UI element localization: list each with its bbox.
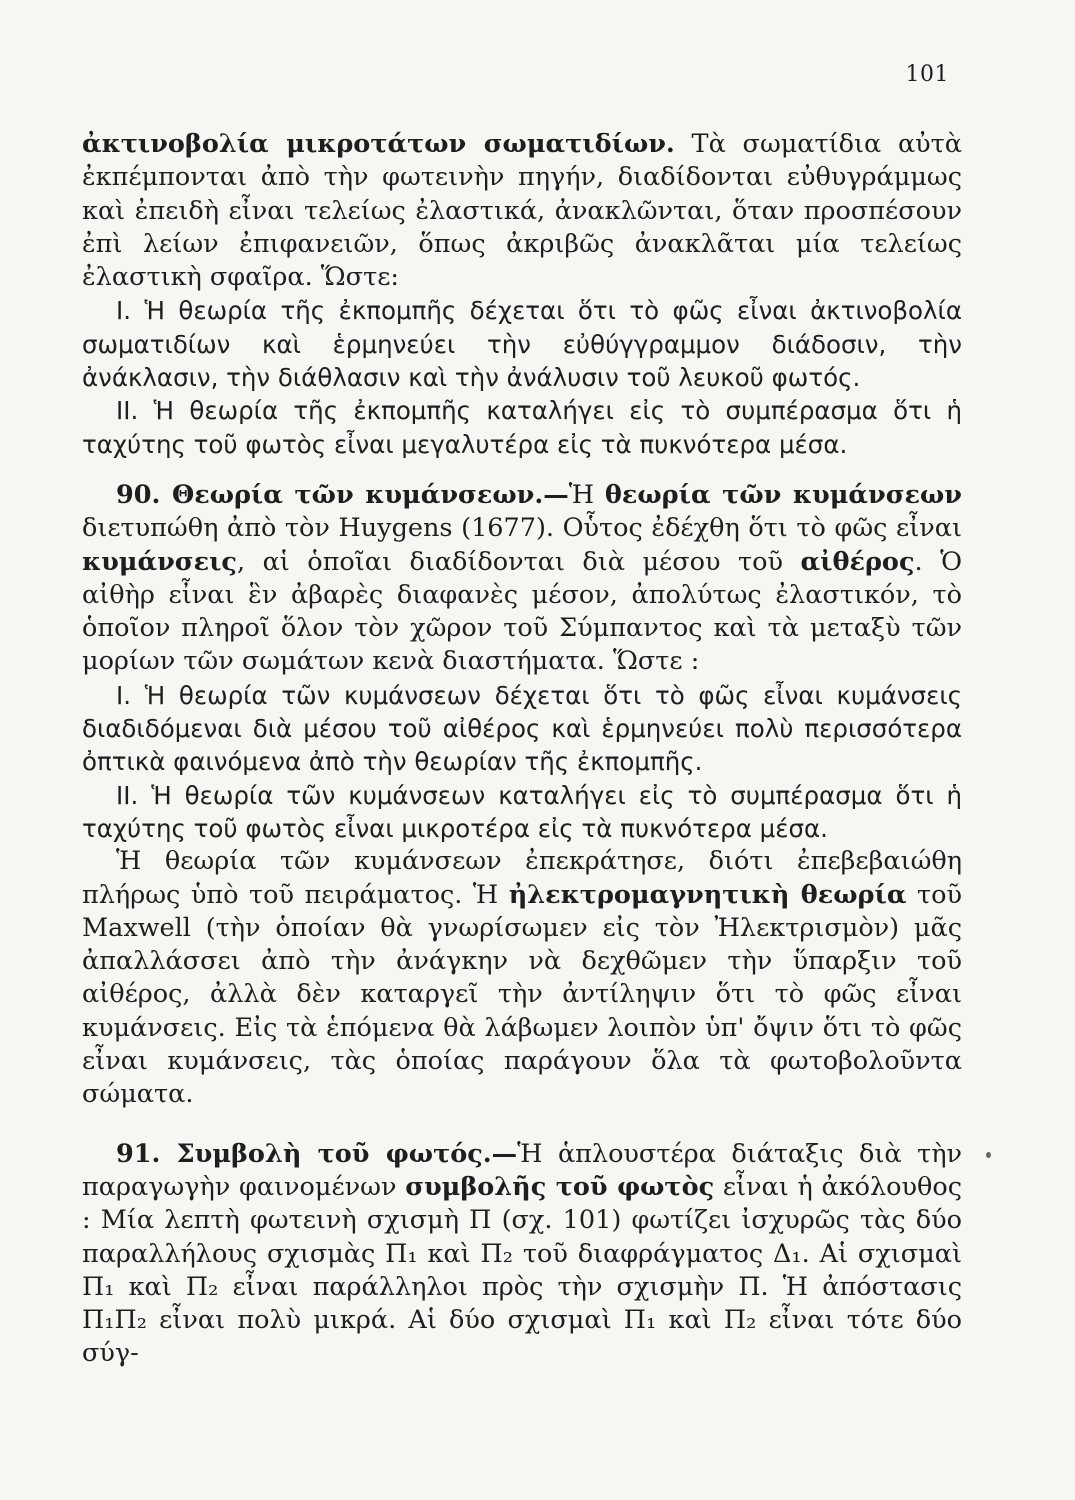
paragraph-emission-intro: ἀκτινοβολία μικροτάτων σωματιδίων. Τὰ σωματίδια αὐτὰ ἐκπέμπονται ἀπὸ τὴν φωτεινὴν πηγήν, διαδίδονται εὐθυγράμμως καὶ ἐπειδὴ εἶναι τελείως ἐλαστικά, ἀνακλῶνται, ὅταν προσπέσουν ἐπὶ λείων ἐπιφανειῶν, ὅπως ἀκριβῶς ἀνακλᾶται μία τελείως ἐλαστικὴ σφαῖρα. Ὥστε: [82,129,962,293]
section-91-heading: 91. Συμβολὴ τοῦ φωτός.— [116,1138,518,1169]
paragraph-section-90: 90. Θεωρία τῶν κυμάνσεων.—Ἡ θεωρία τῶν κυμάνσεων διετυπώθη ἀπὸ τὸν Huygens (1677). Οὗτος ἐδέχθη ὅτι τὸ φῶς εἶναι κυμάνσεις, αἱ ὁποῖαι διαδίδονται διὰ μέσου τοῦ αἰθέρος. Ὁ αἰθὴρ εἶναι ἓν ἀβαρὲς διαφανὲς μέσον, ἀπολύτως ἐλαστικόν, τὸ ὁποῖον πληροῖ ὅλον τὸν χῶρον τοῦ Σύμπαντος καὶ τὰ μεταξὺ τῶν μορίων τῶν σωμάτων κενὰ διαστήματα. Ὥστε : [82,479,962,677]
body-text [82,128,962,1371]
print-speck [986,1152,991,1158]
section-90-heading: 90. Θεωρία τῶν κυμάνσεων.— [116,479,569,510]
bold-term: ἠλεκτρομαγνητικὴ θεωρία [508,879,907,910]
bold-term: κυμάνσεις [82,546,237,577]
paragraph-wave-point-1: Ι. Ἡ θεωρία τῶν κυμάνσεων δέχεται ὅτι τὸ φῶς εἶναι κυμάνσεις διαδιδόμεναι διὰ μέσου τοῦ αἰθέρος καὶ ἑρμηνεύει πολὺ περισσότερα ὀπτικὰ φαινόμενα ἀπὸ τὴν θεωρίαν τῆς ἐκπομπῆς. [82,680,962,777]
page-number: 101 [905,62,949,87]
bold-term: συμβολῆς τοῦ φωτὸς [405,1171,715,1202]
paragraph-wave-conclusion: Ἡ θεωρία τῶν κυμάνσεων ἐπεκράτησε, διότι ἐπεβεβαιώθη πλήρως ὑπὸ τοῦ πειράματος. Ἡ ἠλεκτρομαγνητικὴ θεωρία τοῦ Maxwell (τὴν ὁποίαν θὰ γνωρίσωμεν εἰς τὸν Ἠλεκτρισμὸν) μᾶς ἀπαλλάσσει ἀπὸ τὴν ἀνάγκην νὰ δεχθῶμεν τὴν ὕπαρξιν τοῦ αἰθέρος, ἀλλὰ δὲν καταργεῖ τὴν ἀντίληψιν ὅτι τὸ φῶς εἶναι κυμάνσεις. Εἰς τὰ ἑπόμενα θὰ λάβωμεν λοιπὸν ὑπ' ὄψιν ὅτι τὸ φῶς εἶναι κυμάνσεις, τὰς ὁποίας παράγουν ὅλα τὰ φωτοβολοῦντα σώματα. [82,846,962,1110]
paragraph-emission-point-2: ΙΙ. Ἡ θεωρία τῆς ἐκπομπῆς καταλήγει εἰς τὸ συμπέρασμα ὅτι ἡ ταχύτης τοῦ φωτὸς εἶναι μεγαλυτέρα εἰς τὰ πυκνότερα μέσα. [82,396,962,459]
paragraph-emission-point-1: Ι. Ἡ θεωρία τῆς ἐκπομπῆς δέχεται ὅτι τὸ φῶς εἶναι ἀκτινοβολία σωματιδίων καὶ ἑρμηνεύει τὴν εὐθύγγραμμον διάδοσιν, τὴν ἀνάκλασιν, τὴν διάθλασιν καὶ τὴν ἀνάλυσιν τοῦ λευκοῦ φωτός. [82,296,962,393]
bold-term: αἰθέρος [800,546,915,577]
paragraph-section-91: 91. Συμβολὴ τοῦ φωτός.—Ἡ ἁπλουστέρα διάταξις διὰ τὴν παραγωγὴν φαινομένων συμβολῆς τοῦ φωτὸς εἶναι ἡ ἀκόλουθος : Μία λεπτὴ φωτεινὴ σχισμὴ Π (σχ. 101) φωτίζει ἰσχυρῶς τὰς δύο παραλλήλους σχισμὰς Π₁ καὶ Π₂ τοῦ διαφράγματος Δ₁. Αἱ σχισμαὶ Π₁ καὶ Π₂ εἶναι παράλληλοι πρὸς τὴν σχισμὴν Π. Ἡ ἀπόστασις Π₁Π₂ εἶναι πολὺ μικρά. Αἱ δύο σχισμαὶ Π₁ καὶ Π₂ εἶναι τότε δύο σύγ- [82,1138,962,1369]
paragraph-wave-point-2: ΙΙ. Ἡ θεωρία τῶν κυμάνσεων καταλήγει εἰς τὸ συμπέρασμα ὅτι ἡ ταχύτης τοῦ φωτὸς εἶναι μικροτέρα εἰς τὰ πυκνότερα μέσα. [82,780,962,843]
bold-term: θεωρία τῶν κυμάνσεων [604,479,962,510]
bold-term: ἀκτινοβολία μικροτάτων σωματιδίων. [82,129,675,159]
